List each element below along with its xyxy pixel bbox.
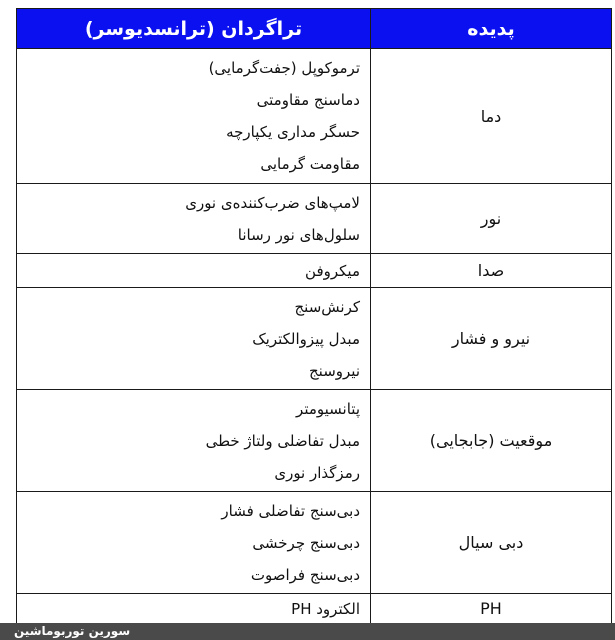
table-header-row (17, 9, 612, 49)
transducer-cell (17, 254, 371, 288)
transducer-cell (17, 288, 371, 390)
transducer-item: سلول‌های نور رسانا (237, 225, 360, 244)
transducer-item: حسگر مداری یکپارچه (226, 123, 360, 141)
phenomenon-cell: موقعیت (جابجایی) (371, 390, 612, 492)
transducer-cell (17, 594, 371, 624)
transducer-item: الکترود PH (291, 599, 360, 618)
watermark-bar (0, 623, 615, 640)
transducer-cell (17, 49, 371, 184)
header-transducer: تراگردان (ترانسدیوسر) (17, 9, 371, 49)
header-phenomenon: پدیده (371, 9, 612, 49)
phenomenon-cell: صدا (371, 254, 612, 288)
transducer-item: مبدل تفاضلی ولتاژ خطی (205, 431, 360, 450)
transducer-cell (17, 390, 371, 492)
table-row (17, 594, 612, 624)
phenomenon-cell: نیرو و فشار (371, 288, 612, 390)
table-row (17, 254, 612, 288)
watermark-text: سورین توربوماشین (14, 624, 131, 638)
transducer-table (16, 8, 612, 624)
transducer-item: نیروسنج (309, 361, 360, 380)
phenomenon-cell: دما (371, 49, 612, 184)
transducer-item: دماسنج مقاومتی (256, 91, 360, 109)
transducer-item: دبی‌سنج فراصوت (250, 565, 360, 584)
phenomenon-cell: PH (371, 594, 612, 624)
transducer-item: کرنش‌سنج (294, 297, 360, 316)
table-row (17, 184, 612, 254)
transducer-item: پتانسیومتر (296, 399, 360, 418)
transducer-item: دبی‌سنج چرخشی (252, 533, 360, 552)
transducer-cell (17, 184, 371, 254)
transducer-item: میکروفن (305, 261, 360, 280)
table-row (17, 49, 612, 184)
transducer-table-container (16, 8, 612, 624)
transducer-item: ترموکوپل (جفت‌گرمایی) (208, 59, 360, 77)
transducer-item: دبی‌سنج تفاضلی فشار (221, 501, 360, 520)
table-row (17, 288, 612, 390)
table-row (17, 492, 612, 594)
phenomenon-cell: نور (371, 184, 612, 254)
phenomenon-cell: دبی سیال (371, 492, 612, 594)
transducer-cell (17, 492, 371, 594)
transducer-item: لامپ‌های ضرب‌کننده‌ی نوری (185, 193, 360, 212)
transducer-item: رمزگذار نوری (274, 463, 360, 482)
table-row (17, 390, 612, 492)
transducer-item: مبدل پیزوالکتریک (252, 329, 360, 348)
transducer-item: مقاومت گرمایی (260, 155, 360, 173)
